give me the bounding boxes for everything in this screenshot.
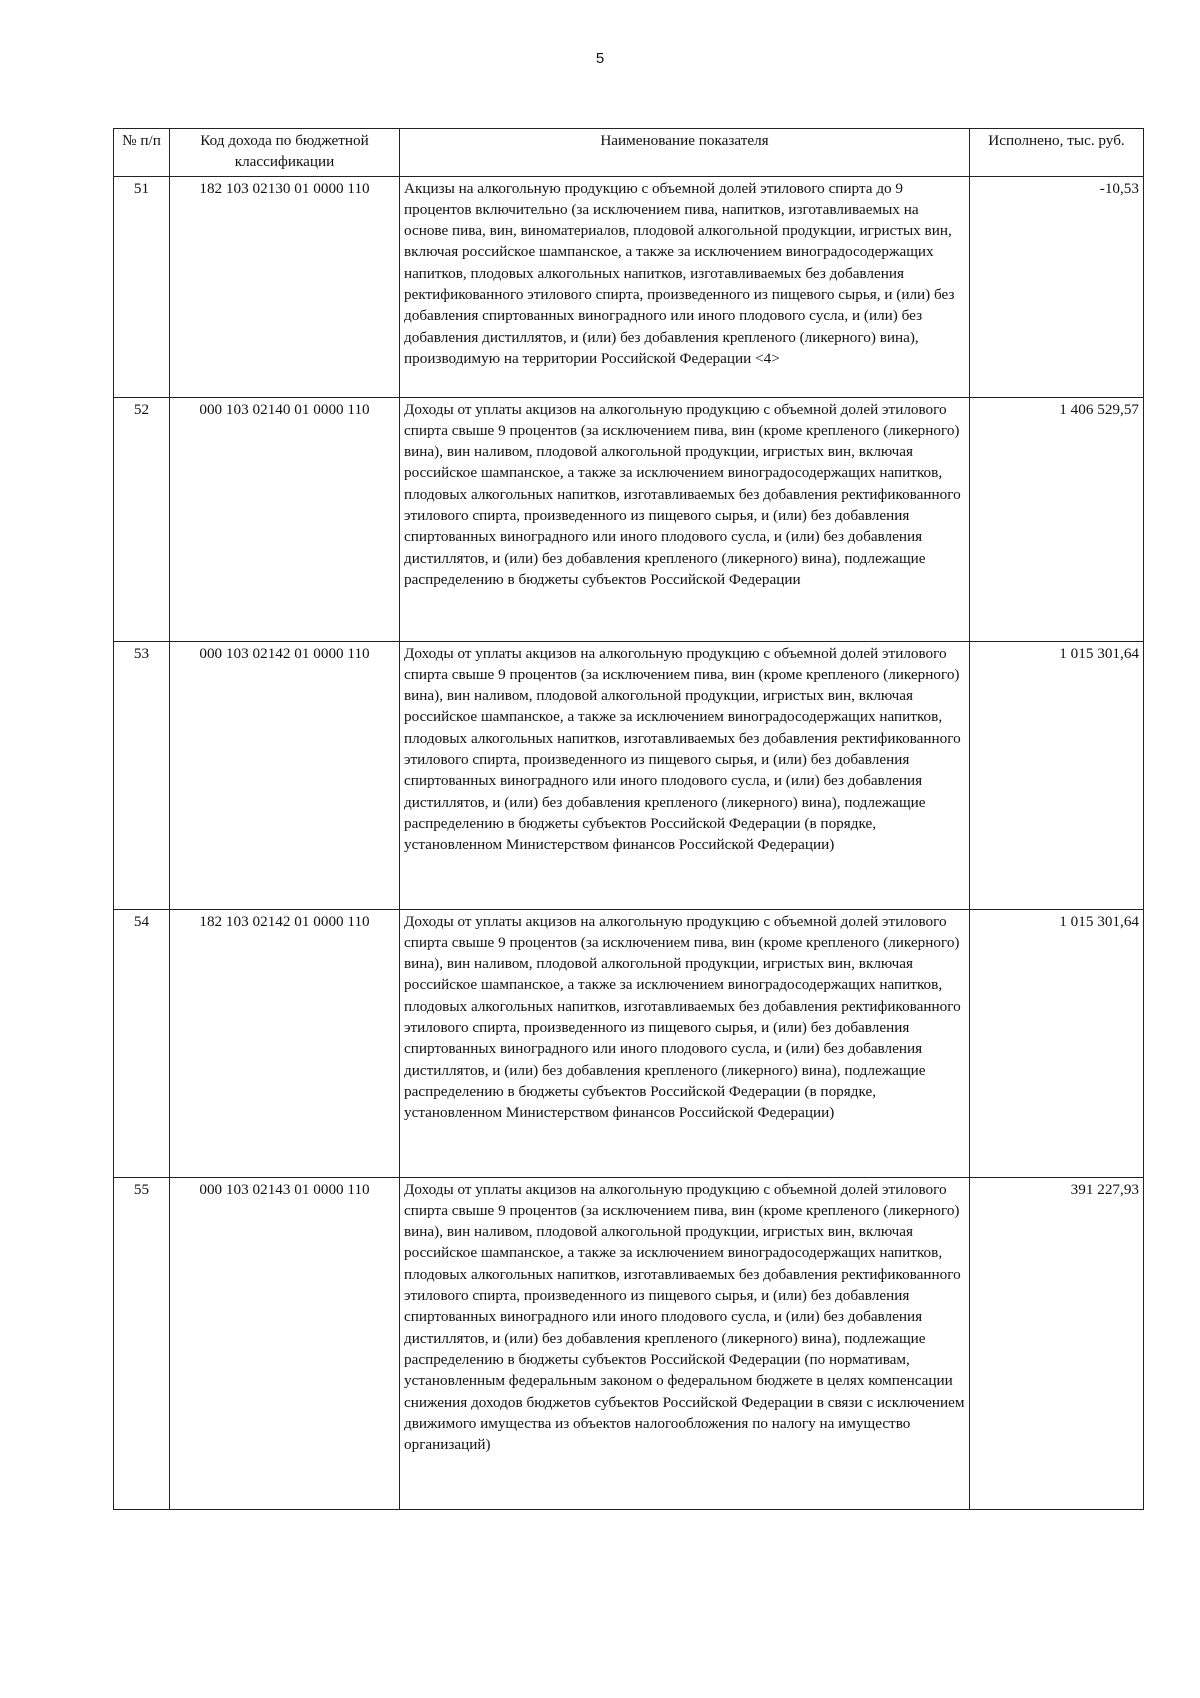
revenue-code: 182 103 02142 01 0000 110 [170, 909, 400, 1177]
revenue-code: 000 103 02142 01 0000 110 [170, 641, 400, 909]
table-row [114, 641, 1144, 909]
table-header [114, 129, 1144, 177]
indicator-name: Доходы от уплаты акцизов на алкогольную продукцию с объемной долей этилового спирта свыше 9 процентов (за исключением пива, вин (кроме крепленого (ликерного) вина), вин наливом, плодовой алкогольной продукции, игристых вин, включая российское шампанское, а также за исключением виноградосодержащих напитков, плодовых алкогольных напитков, изготавливаемых без добавления ректификованного этилового спирта, произведенного из пищевого сырья, и (или) без добавления спиртованных виноградного или иного плодового сусла, и (или) без добавления дистиллятов, и (или) без добавления крепленого (ликерного) вина), подлежащие распределению в бюджеты субъектов Российской Федерации (в порядке, установленном Министерством финансов Российской Федерации) [400, 909, 970, 1177]
revenue-table [113, 128, 1144, 1510]
page-number: 5 [595, 50, 605, 67]
executed-amount: -10,53 [970, 176, 1144, 397]
executed-amount: 391 227,93 [970, 1177, 1144, 1509]
header-name: Наименование показателя [400, 129, 970, 177]
row-number: 54 [114, 909, 170, 1177]
executed-amount: 1 406 529,57 [970, 397, 1144, 641]
table-row [114, 176, 1144, 397]
table-row [114, 1177, 1144, 1509]
revenue-code: 000 103 02140 01 0000 110 [170, 397, 400, 641]
header-num: № п/п [114, 129, 170, 177]
row-number: 51 [114, 176, 170, 397]
row-number: 55 [114, 1177, 170, 1509]
header-value: Исполнено, тыс. руб. [970, 129, 1144, 177]
indicator-name: Доходы от уплаты акцизов на алкогольную продукцию с объемной долей этилового спирта свыше 9 процентов (за исключением пива, вин (кроме крепленого (ликерного) вина), вин наливом, плодовой алкогольной продукции, игристых вин, включая российское шампанское, а также за исключением виноградосодержащих напитков, плодовых алкогольных напитков, изготавливаемых без добавления ректификованного этилового спирта, произведенного из пищевого сырья, и (или) без добавления спиртованных виноградного или иного плодового сусла, и (или) без добавления дистиллятов, и (или) без добавления крепленого (ликерного) вина), подлежащие распределению в бюджеты субъектов Российской Федерации [400, 397, 970, 641]
revenue-code: 000 103 02143 01 0000 110 [170, 1177, 400, 1509]
indicator-name: Доходы от уплаты акцизов на алкогольную продукцию с объемной долей этилового спирта свыше 9 процентов (за исключением пива, вин (кроме крепленого (ликерного) вина), вин наливом, плодовой алкогольной продукции, игристых вин, включая российское шампанское, а также за исключением виноградосодержащих напитков, плодовых алкогольных напитков, изготавливаемых без добавления ректификованного этилового спирта, произведенного из пищевого сырья, и (или) без добавления спиртованных виноградного или иного плодового сусла, и (или) без добавления дистиллятов, и (или) без добавления крепленого (ликерного) вина), подлежащие распределению в бюджеты субъектов Российской Федерации (по нормативам, установленным федеральным законом о федеральном бюджете в целях компенсации снижения доходов бюджетов субъектов Российской Федерации в связи с исключением движимого имущества из объектов налогообложения по налогу на имущество организаций) [400, 1177, 970, 1509]
executed-amount: 1 015 301,64 [970, 641, 1144, 909]
row-number: 52 [114, 397, 170, 641]
row-number: 53 [114, 641, 170, 909]
header-code: Код дохода по бюджетной классификации [170, 129, 400, 177]
indicator-name: Акцизы на алкогольную продукцию с объемной долей этилового спирта до 9 процентов включительно (за исключением пива, напитков, изготавливаемых на основе пива, вин, виноматериалов, плодовой алкогольной продукции, игристых вин, включая российское шампанское, а также за исключением виноградосодержащих напитков, плодовых алкогольных напитков, изготавливаемых без добавления ректификованного этилового спирта, произведенного из пищевого сырья, и (или) без добавления спиртованных виноградного или иного плодового сусла, и (или) без добавления дистиллятов, и (или) без добавления крепленого (ликерного) вина), производимую на территории Российской Федерации <4> [400, 176, 970, 397]
header-row [114, 129, 1144, 177]
indicator-name: Доходы от уплаты акцизов на алкогольную продукцию с объемной долей этилового спирта свыше 9 процентов (за исключением пива, вин (кроме крепленого (ликерного) вина), вин наливом, плодовой алкогольной продукции, игристых вин, включая российское шампанское, а также за исключением виноградосодержащих напитков, плодовых алкогольных напитков, изготавливаемых без добавления ректификованного этилового спирта, произведенного из пищевого сырья, и (или) без добавления спиртованных виноградного или иного плодового сусла, и (или) без добавления дистиллятов, и (или) без добавления крепленого (ликерного) вина), подлежащие распределению в бюджеты субъектов Российской Федерации (в порядке, установленном Министерством финансов Российской Федерации) [400, 641, 970, 909]
executed-amount: 1 015 301,64 [970, 909, 1144, 1177]
table-row [114, 909, 1144, 1177]
table-body [114, 176, 1144, 1509]
table-row [114, 397, 1144, 641]
revenue-code: 182 103 02130 01 0000 110 [170, 176, 400, 397]
